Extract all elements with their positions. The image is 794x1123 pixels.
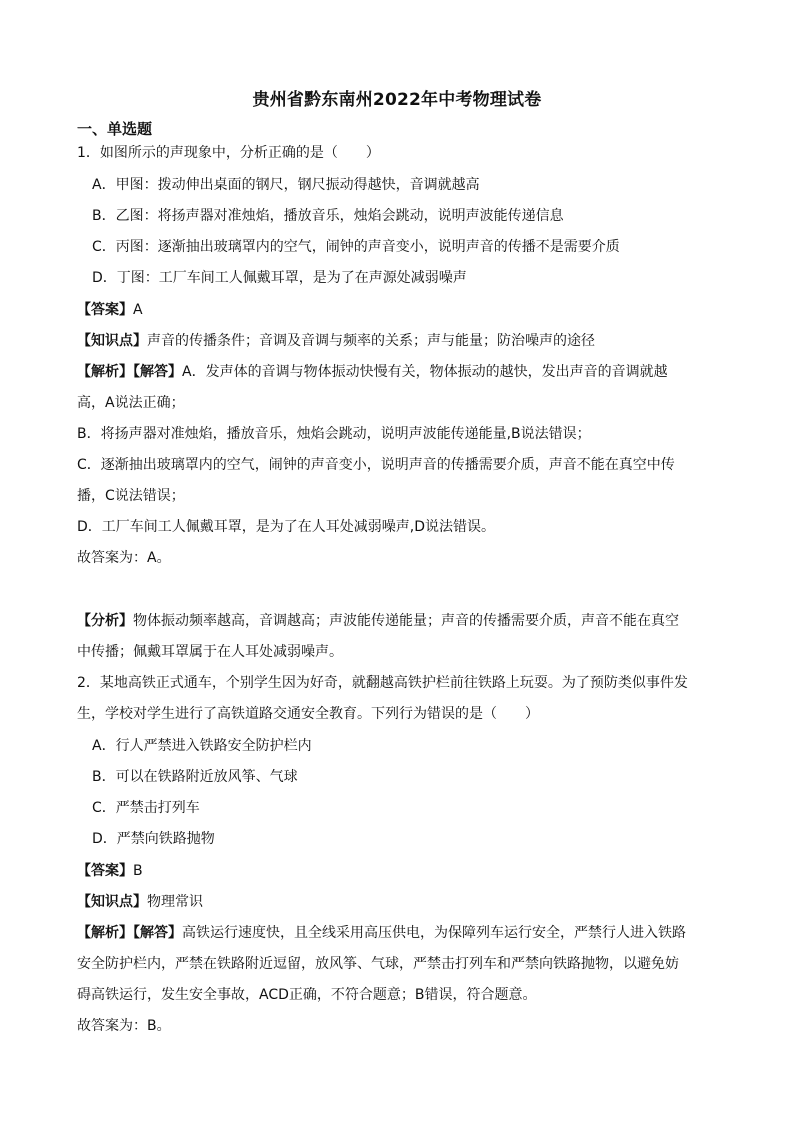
question-1-option-b: B．乙图：将扬声器对准烛焰，播放音乐，烛焰会跳动，说明声波能传递信息	[92, 208, 564, 224]
answer-label: 【答案】	[77, 302, 133, 318]
knowledge-label: 【知识点】	[77, 894, 147, 910]
document-title: 贵州省黔东南州2022年中考物理试卷	[252, 90, 542, 110]
analysis-label: 【解析】【解答】	[77, 925, 182, 941]
analysis-text-line: A．发声体的音调与物体振动快慢有关，物体振动的越快，发出声音的音调就越	[182, 364, 668, 380]
answer-value: A	[133, 302, 143, 318]
question-1-analysis-line-3: B．将扬声器对准烛焰，播放音乐，烛焰会跳动，说明声波能传递能量,B说法错误；	[77, 426, 591, 442]
question-2-analysis-line-2: 安全防护栏内，严禁在铁路附近逗留，放风筝、气球，严禁击打列车和严禁向铁路抛物，以避免妨	[77, 956, 679, 972]
question-1-fenxi-line-1	[77, 611, 679, 631]
question-1-option-a: A．甲图：拨动伸出桌面的钢尺，钢尺振动得越快，音调就越高	[92, 177, 480, 193]
question-1-fenxi-line-2: 中传播；佩戴耳罩属于在人耳处减弱噪声。	[77, 644, 343, 660]
question-2-option-b: B．可以在铁路附近放风筝、气球	[92, 769, 298, 785]
question-2-stem-line-1: 2．某地高铁正式通车，个别学生因为好奇，就翻越高铁护栏前往铁路上玩耍。为了预防类似事件发	[77, 675, 688, 691]
question-2-option-c: C．严禁击打列车	[92, 800, 200, 816]
question-1-analysis-line-1	[77, 362, 668, 382]
analysis-text-line: 高铁运行速度快，且全线采用高压供电，为保障列车运行安全，严禁行人进入铁路	[182, 925, 686, 941]
question-2-analysis-line-1	[77, 923, 686, 943]
analysis-label: 【解析】【解答】	[77, 364, 182, 380]
question-2-option-a: A．行人严禁进入铁路安全防护栏内	[92, 738, 312, 754]
question-1-answer	[77, 300, 143, 320]
answer-label: 【答案】	[77, 863, 133, 879]
question-1-analysis-line-2: 高，A说法正确；	[77, 395, 185, 411]
knowledge-value: 声音的传播条件；音调及音调与频率的关系；声与能量；防治噪声的途径	[147, 333, 595, 349]
question-1-analysis-line-5: 播，C说法错误；	[77, 488, 185, 504]
question-2-analysis-line-3: 碍高铁运行，发生安全事故，ACD正确，不符合题意；B错误，符合题意。	[77, 987, 537, 1003]
question-1-option-c: C．丙图：逐渐抽出玻璃罩内的空气，闹钟的声音变小，说明声音的传播不是需要介质	[92, 239, 620, 255]
question-2-final-answer: 故答案为：B。	[77, 1018, 171, 1034]
question-1-final-answer: 故答案为：A。	[77, 550, 171, 566]
question-1-option-d: D．丁图：工厂车间工人佩戴耳罩，是为了在声源处减弱噪声	[92, 270, 467, 286]
section-heading: 一、单选题	[77, 120, 153, 138]
question-2-knowledge	[77, 892, 203, 912]
question-2-answer	[77, 861, 143, 881]
question-2-option-d: D．严禁向铁路抛物	[92, 831, 215, 847]
fenxi-label: 【分析】	[77, 613, 133, 629]
knowledge-label: 【知识点】	[77, 333, 147, 349]
question-1-stem: 1．如图所示的声现象中，分析正确的是（ ）	[77, 145, 380, 161]
answer-value: B	[133, 863, 143, 879]
fenxi-text-line: 物体振动频率越高，音调越高；声波能传递能量；声音的传播需要介质，声音不能在真空	[133, 613, 679, 629]
question-1-knowledge	[77, 331, 595, 351]
question-1-analysis-line-6: D．工厂车间工人佩戴耳罩，是为了在人耳处减弱噪声,D说法错误。	[77, 519, 496, 535]
knowledge-value: 物理常识	[147, 894, 203, 910]
question-2-stem-line-2: 生，学校对学生进行了高铁道路交通安全教育。下列行为错误的是（ ）	[77, 706, 539, 722]
question-1-analysis-line-4: C．逐渐抽出玻璃罩内的空气，闹钟的声音变小，说明声音的传播需要介质，声音不能在真空中传	[77, 457, 675, 473]
